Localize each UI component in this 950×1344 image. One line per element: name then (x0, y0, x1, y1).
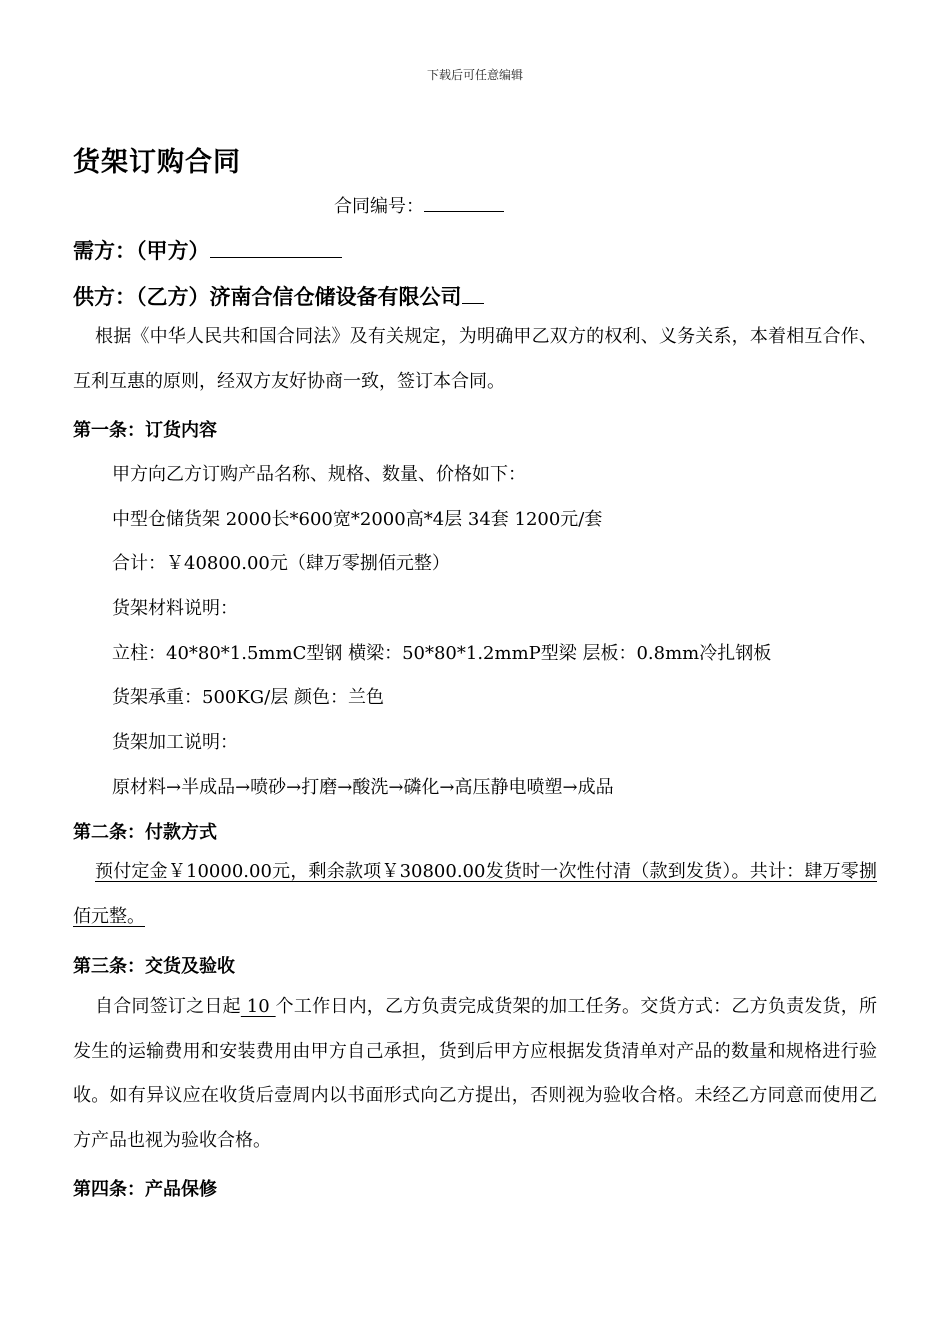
article3-text-before: 自合同签订之日起 (95, 996, 241, 1017)
article4-heading: 第四条：产品保修 (73, 1179, 217, 1200)
party-b-blank (462, 283, 484, 304)
article1-line: 立柱：40*80*1.5mmC型钢 横梁：50*80*1.2mmP型梁 层板：0.8mm冷扎钢板 (112, 643, 772, 664)
delivery-days: 10 (240, 996, 276, 1017)
article1-line: 货架承重：500KG/层 颜色：兰色 (112, 687, 384, 708)
article2-heading: 第二条：付款方式 (73, 822, 217, 843)
article2-paragraph: 预付定金￥10000.00元，剩余款项￥30800.00发货时一次性付清（款到发货）。共计：肆万零捌佰元整。 (73, 861, 877, 927)
article1-line: 货架加工说明： (112, 732, 238, 753)
article1-line: 合计：￥40800.00元（肆万零捌佰元整） (112, 553, 450, 574)
party-a-blank (210, 237, 342, 258)
article1-line: 原材料→半成品→喷砂→打磨→酸洗→磷化→高压静电喷塑→成品 (112, 777, 614, 798)
article3-paragraph (73, 985, 877, 1163)
contract-number-label: 合同编号： (334, 196, 424, 217)
contract-number (334, 192, 504, 218)
article1-line: 甲方向乙方订购产品名称、规格、数量、价格如下： (112, 464, 526, 485)
article1-line: 中型仓储货架 2000长*600宽*2000高*4层 34套 1200元/套 (112, 509, 603, 530)
intro-paragraph: 根据《中华人民共和国合同法》及有关规定，为明确甲乙双方的权利、义务关系，本着相互合作、互利互惠的原则，经双方友好协商一致，签订本合同。 (73, 326, 877, 392)
party-a-line (73, 235, 342, 265)
article3-text-after: 个工作日内，乙方负责完成货架的加工任务。交货方式：乙方负责发货，所发生的运输费用和安装费用由甲方自己承担，货到后甲方应根据发货清单对产品的数量和规格进行验收。如有异议应在收货后壹周内以书面形式向乙方提出，否则视为验收合格。未经乙方同意而使用乙方产品也视为验收合格。 (73, 996, 877, 1151)
party-b-label: 供方：（乙方）济南合信仓储设备有限公司 (73, 285, 462, 309)
party-a-label: 需方：（甲方） (73, 239, 210, 263)
contract-number-blank (424, 193, 504, 212)
article1-heading: 第一条：订货内容 (73, 420, 217, 441)
article3-heading: 第三条：交货及验收 (73, 956, 235, 977)
party-b-line (73, 281, 484, 311)
article1-line: 货架材料说明： (112, 598, 238, 619)
header-note: 下载后可任意编辑 (426, 68, 523, 82)
document-title: 货架订购合同 (73, 147, 241, 178)
